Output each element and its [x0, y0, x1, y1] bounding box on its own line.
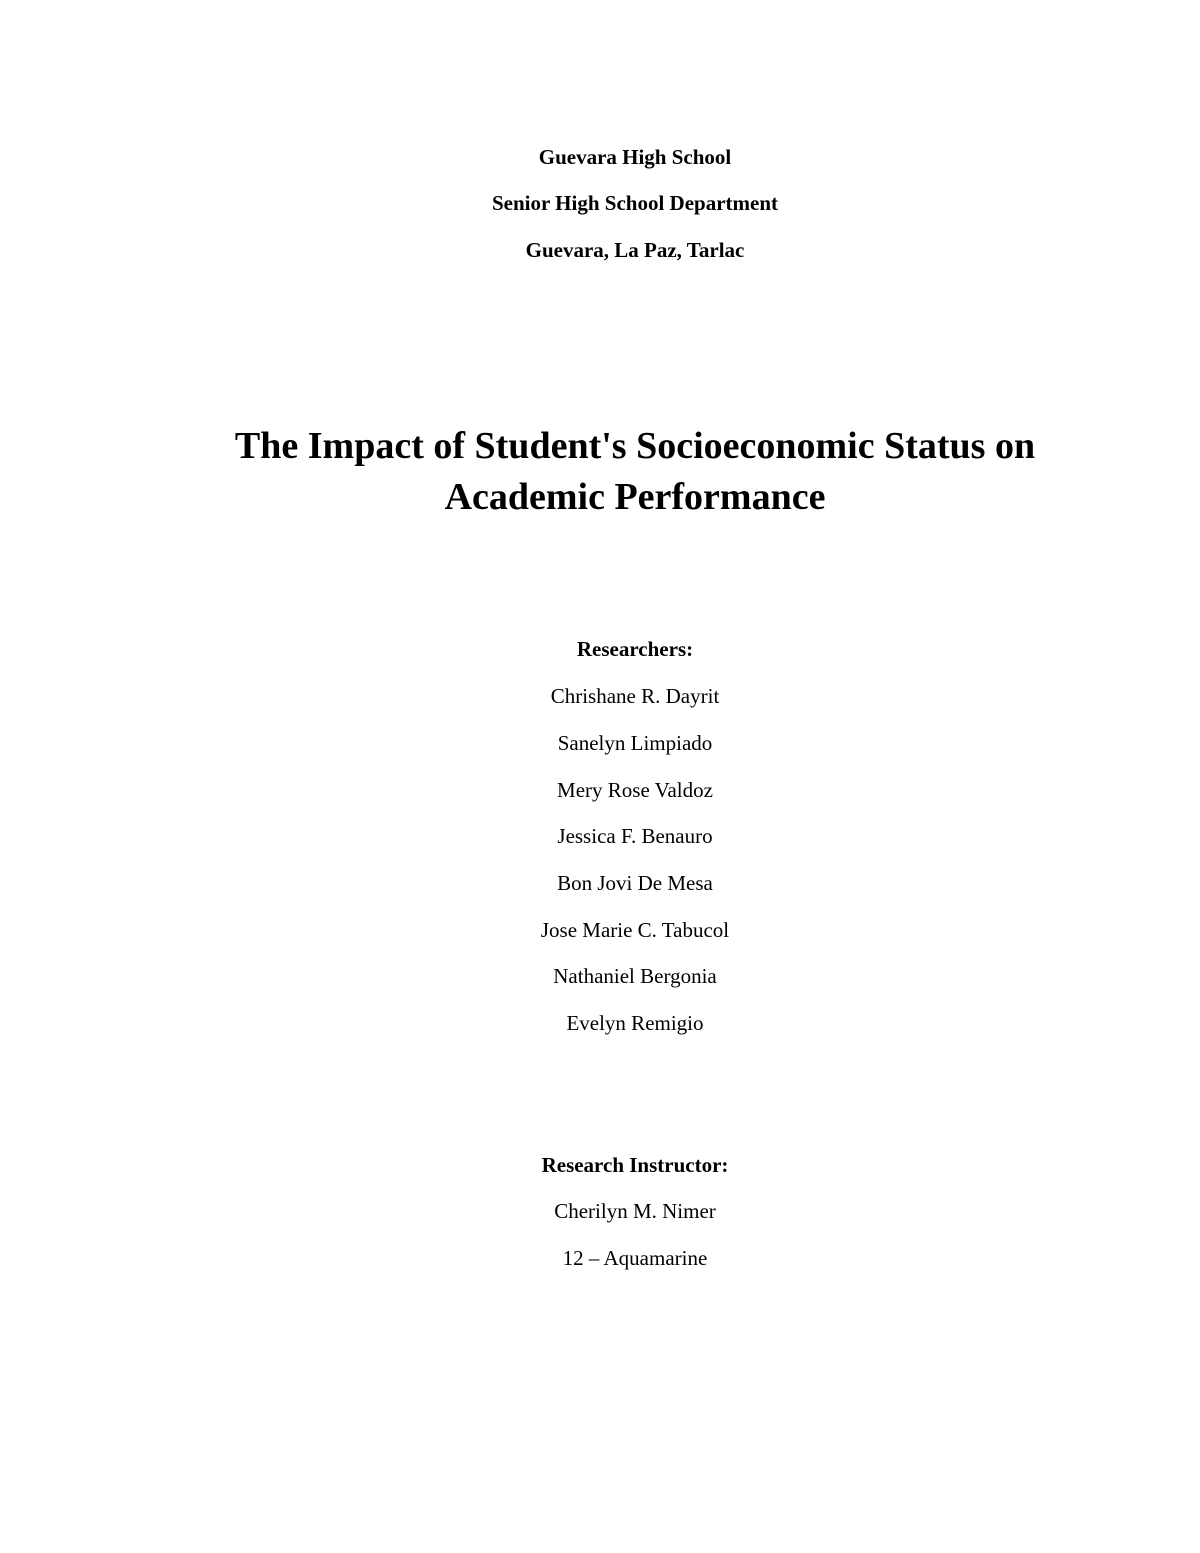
class-section: 12 – Aquamarine [562, 1246, 708, 1270]
researcher-name: Bon Jovi De Mesa [557, 871, 713, 895]
researcher-name: Chrishane R. Dayrit [550, 684, 720, 708]
researcher-name: Nathaniel Bergonia [553, 964, 717, 988]
instructor-name: Cherilyn M. Nimer [554, 1199, 716, 1223]
department-name: Senior High School Department [491, 191, 779, 215]
instructor-label: Research Instructor: [541, 1153, 729, 1177]
school-address: Guevara, La Paz, Tarlac [525, 238, 745, 262]
researcher-name: Sanelyn Limpiado [557, 731, 713, 755]
research-title-line-2: Academic Performance [444, 476, 826, 518]
school-name: Guevara High School [538, 145, 732, 169]
researcher-name: Evelyn Remigio [566, 1011, 704, 1035]
researcher-name: Mery Rose Valdoz [557, 778, 713, 802]
research-title-line-1: The Impact of Student's Socioeconomic Status on [234, 425, 1036, 467]
researcher-name: Jessica F. Benauro [557, 824, 713, 848]
researcher-name: Jose Marie C. Tabucol [540, 918, 730, 942]
researchers-label: Researchers: [576, 637, 694, 661]
